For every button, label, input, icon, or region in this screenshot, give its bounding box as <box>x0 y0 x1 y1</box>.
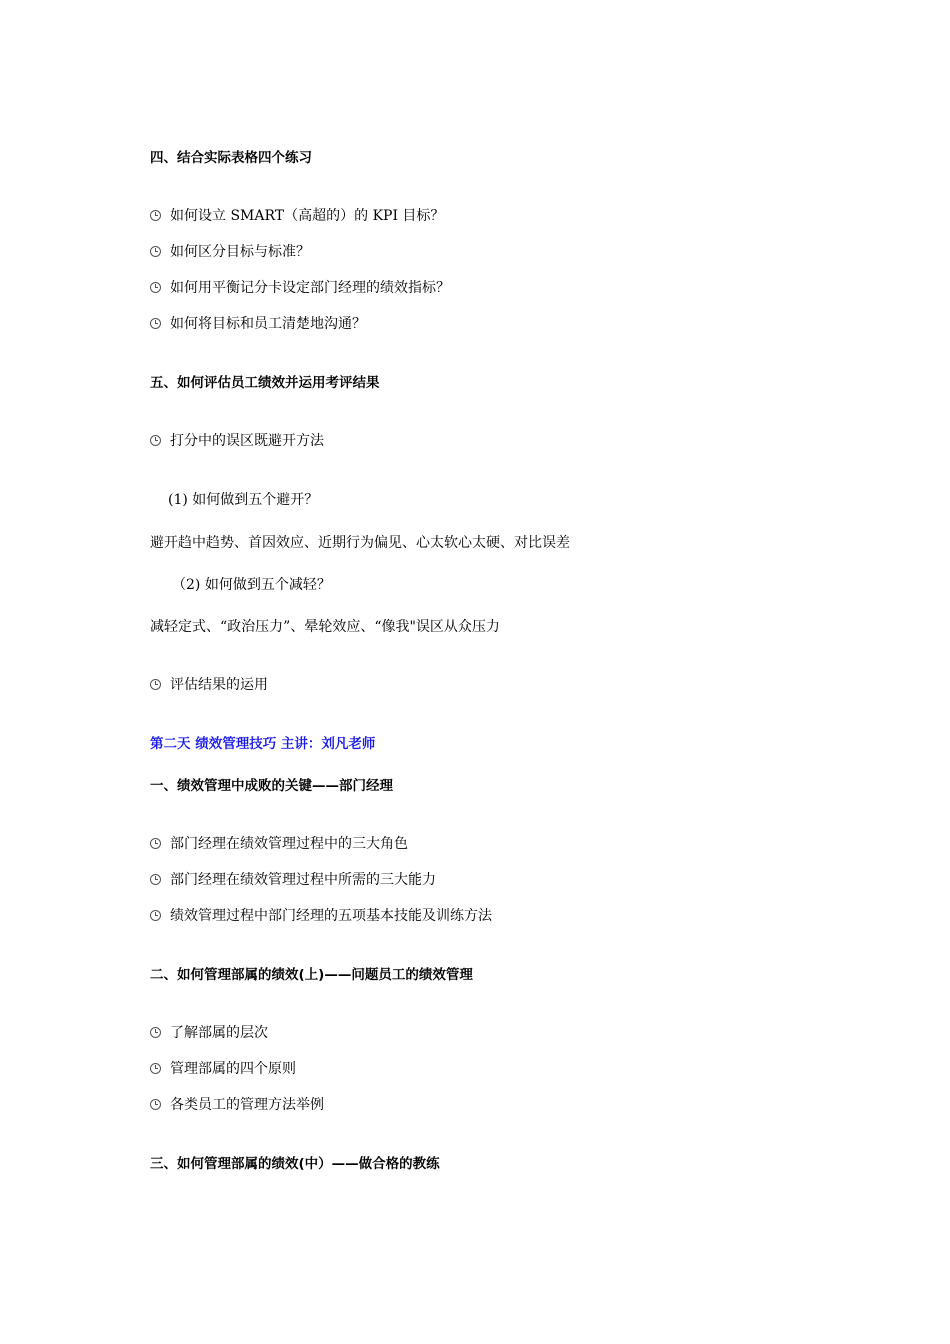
heading-text: 三、如何管理部属的绩效(中）——做合格的教练 <box>150 1156 440 1172</box>
list-item-text: 绩效管理过程中部门经理的五项基本技能及训练方法 <box>170 908 492 924</box>
list-item <box>150 432 324 450</box>
paragraph <box>150 618 500 636</box>
list-item <box>150 207 444 225</box>
clock-bullet-icon <box>150 435 161 446</box>
list-item <box>150 243 310 261</box>
list-item-text: 部门经理在绩效管理过程中的三大角色 <box>170 836 408 852</box>
list-item-text: 各类员工的管理方法举例 <box>170 1097 324 1113</box>
list-item <box>150 1096 324 1114</box>
list-item-text: 如何区分目标与标准？ <box>170 244 310 260</box>
clock-bullet-icon <box>150 1063 161 1074</box>
paragraph-text: 避开趋中趋势、首因效应、近期行为偏见、心太软心太硬、对比误差 <box>150 535 570 551</box>
list-item-text: 如何设立 SMART（高超的）的 KPI 目标？ <box>170 208 445 224</box>
day-heading <box>150 735 375 753</box>
list-item-text: 评估结果的运用 <box>170 677 268 693</box>
clock-bullet-icon <box>150 282 161 293</box>
list-item-text: 打分中的误区既避开方法 <box>170 433 324 449</box>
clock-bullet-icon <box>150 874 161 885</box>
sub-question-text: (1) 如何做到五个避开？ <box>168 492 319 508</box>
list-item-text: 了解部属的层次 <box>170 1025 268 1041</box>
section-heading <box>150 966 473 984</box>
paragraph-text: 减轻定式、“政治压力”、晕轮效应、“像我"误区从众压力 <box>150 619 500 635</box>
list-item <box>150 907 492 925</box>
section-heading <box>150 1155 440 1173</box>
section-heading <box>150 149 312 167</box>
heading-text: 五、如何评估员工绩效并运用考评结果 <box>150 375 380 391</box>
list-item <box>150 1060 296 1078</box>
list-item <box>150 315 366 333</box>
clock-bullet-icon <box>150 246 161 257</box>
clock-bullet-icon <box>150 838 161 849</box>
heading-text: 四、结合实际表格四个练习 <box>150 150 312 166</box>
clock-bullet-icon <box>150 1027 161 1038</box>
sub-question <box>168 491 318 509</box>
list-item-text: 部门经理在绩效管理过程中所需的三大能力 <box>170 872 436 888</box>
paragraph <box>150 534 570 552</box>
section-heading <box>150 374 380 392</box>
clock-bullet-icon <box>150 1099 161 1110</box>
list-item <box>150 1024 268 1042</box>
list-item-text: 管理部属的四个原则 <box>170 1061 296 1077</box>
sub-question <box>172 576 331 594</box>
heading-text: 二、如何管理部属的绩效(上)——问题员工的绩效管理 <box>150 967 473 983</box>
list-item <box>150 279 450 297</box>
clock-bullet-icon <box>150 910 161 921</box>
list-item <box>150 835 408 853</box>
list-item <box>150 871 436 889</box>
sub-question-text: （2) 如何做到五个减轻？ <box>172 577 331 593</box>
section-heading <box>150 777 393 795</box>
clock-bullet-icon <box>150 318 161 329</box>
list-item-text: 如何用平衡记分卡设定部门经理的绩效指标？ <box>170 280 450 296</box>
list-item <box>150 676 268 694</box>
heading-text: 一、绩效管理中成败的关键——部门经理 <box>150 778 393 794</box>
heading-text: 第二天 绩效管理技巧 主讲：刘凡老师 <box>150 736 376 752</box>
clock-bullet-icon <box>150 210 161 221</box>
clock-bullet-icon <box>150 679 161 690</box>
list-item-text: 如何将目标和员工清楚地沟通？ <box>170 316 366 332</box>
